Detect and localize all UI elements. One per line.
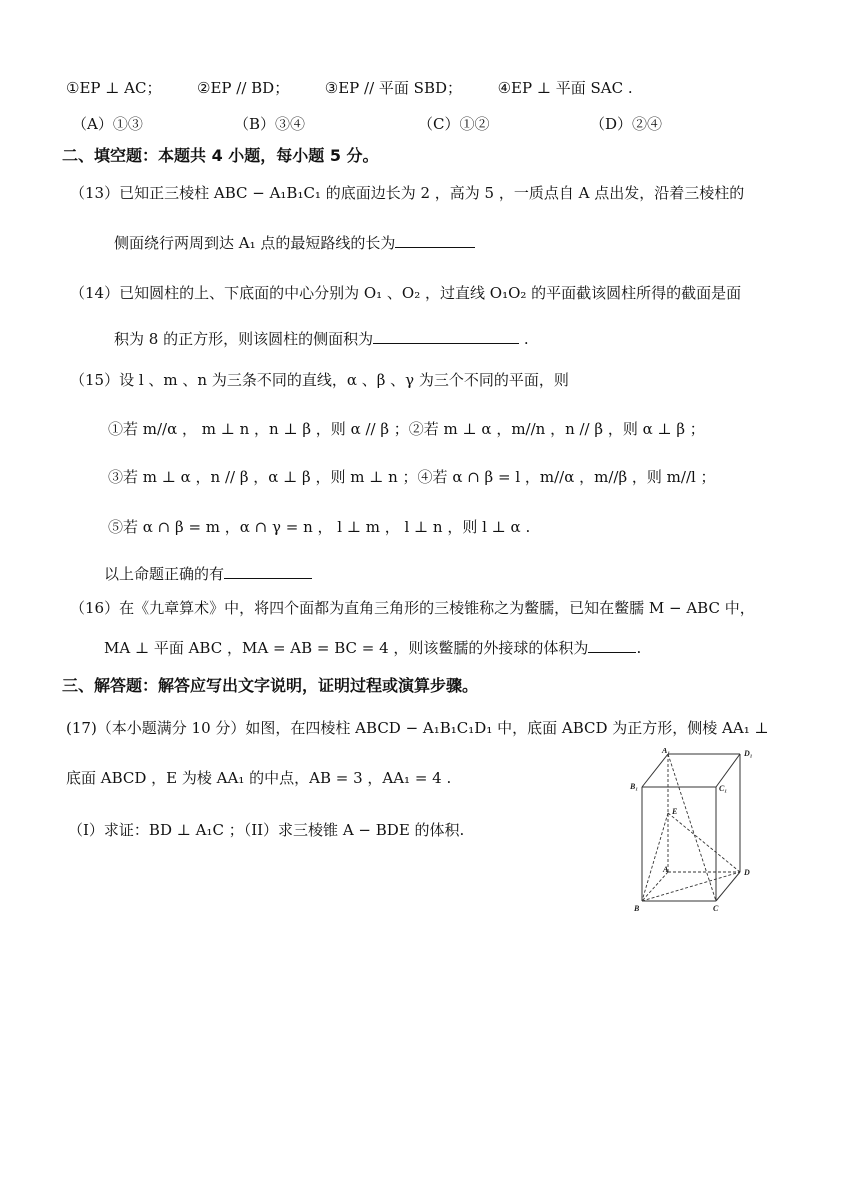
q12-statements [66, 78, 633, 98]
q16-answer-blank[interactable] [588, 638, 636, 653]
q13-line2-text: 侧面绕行两周到达 A₁ 点的最短路线的长为 [114, 234, 396, 252]
label-d1: D₁ [744, 749, 753, 758]
q12-stmt-1: ①EP ⊥ AC； [66, 79, 162, 97]
q16-line1: （16）在《九章算术》中，将四个面都为直角三角形的三棱锥称之为鳖臑，已知在鳖臑 M − ABC 中， [70, 599, 755, 617]
q17-line2: 底面 ABCD ，E 为棱 AA₁ 的中点，AB = 3 ，AA₁ = 4 . [66, 769, 452, 787]
q14-answer-blank[interactable] [373, 329, 519, 344]
q13-line2 [114, 233, 475, 253]
section3-heading: 三、解答题：解答应写出文字说明，证明过程或演算步骤。 [62, 676, 479, 695]
q14-line2 [114, 329, 529, 349]
q15-answer-blank[interactable] [224, 564, 312, 579]
label-c1: C₁ [719, 784, 728, 793]
label-a: A [663, 865, 669, 874]
q12-choice-c: （C）①② [418, 115, 490, 133]
prism-figure [620, 748, 760, 918]
q13-line1: （13）已知正三棱柱 ABC − A₁B₁C₁ 的底面边长为 2 ，高为 5 ，一质点自 A 点出发，沿着三棱柱的 [70, 184, 745, 202]
q12-stmt-3: ③EP // 平面 SBD； [324, 79, 462, 97]
q13-answer-blank[interactable] [395, 233, 475, 248]
label-b: B [634, 904, 640, 913]
q15-line3: ③若 m ⊥ α ，n // β ，α ⊥ β ，则 m ⊥ n ；④若 α ∩ β = l ，m//α ，m//β ，则 m//l ； [108, 468, 716, 486]
q15-line5 [104, 564, 312, 584]
q15-line1: （15）设 l 、m 、n 为三条不同的直线，α 、β 、γ 为三个不同的平面，则 [70, 371, 569, 389]
q14-line2-text: 积为 8 的正方形，则该圆柱的侧面积为 [114, 330, 374, 348]
q12-stmt-2: ②EP // BD； [197, 79, 290, 97]
section2-heading: 二、填空题：本题共 4 小题，每小题 5 分。 [62, 146, 379, 165]
q16-line2-end: . [636, 639, 642, 657]
q16-line2-text: MA ⊥ 平面 ABC ，MA = AB = BC = 4 ，则该鳖臑的外接球的体积为 [104, 639, 589, 657]
label-a1: A₁ [662, 748, 671, 755]
q15-line4: ⑤若 α ∩ β = m ，α ∩ γ = n ， l ⊥ m ， l ⊥ n ，则 l ⊥ α . [108, 518, 531, 536]
q12-choice-a: （A）①③ [72, 115, 143, 133]
label-e: E [672, 807, 678, 816]
label-d: D [744, 868, 750, 877]
q14-line2-end: . [523, 330, 529, 348]
q12-stmt-4: ④EP ⊥ 平面 SAC . [497, 79, 633, 97]
q15-line5-text: 以上命题正确的有 [104, 565, 225, 583]
q17-line3: （I）求证：BD ⊥ A₁C ；（II）求三棱锥 A − BDE 的体积. [68, 821, 465, 839]
label-c: C [713, 904, 719, 913]
q12-choice-b: （B）③④ [234, 115, 306, 133]
q12-choice-d: （D）②④ [590, 115, 663, 133]
label-b1: B₁ [630, 782, 639, 791]
q16-line2 [104, 638, 641, 658]
q17-line1: (17)（本小题满分 10 分）如图，在四棱柱 ABCD − A₁B₁C₁D₁ 中，底面 ABCD 为正方形，侧棱 AA₁ ⊥ [66, 719, 769, 737]
q15-line2: ①若 m//α ， m ⊥ n ，n ⊥ β ，则 α // β ；②若 m ⊥ α ，m//n ，n // β ，则 α ⊥ β ； [108, 420, 705, 438]
q14-line1: （14）已知圆柱的上、下底面的中心分别为 O₁ 、O₂ ，过直线 O₁O₂ 的平面截该圆柱所得的截面是面 [70, 284, 742, 302]
